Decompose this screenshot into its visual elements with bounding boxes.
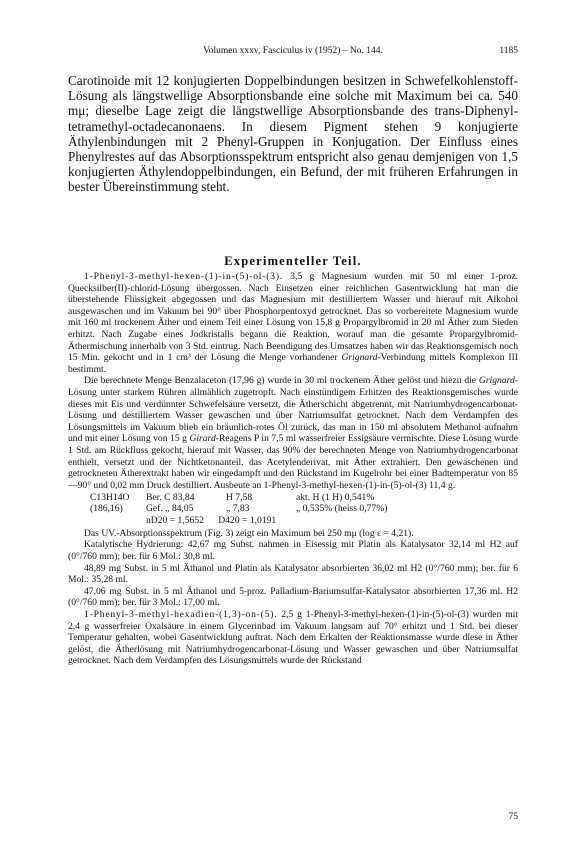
analysis-value: Gef. „ 84,05 [146,503,194,515]
constants-text: nD20 = 1,5652 D420 = 1,0191 [146,514,277,526]
molecular-formula: C13H14O [90,492,130,504]
reagent-name: Girard [189,433,216,445]
paragraph-synthesis [68,271,518,375]
section-heading: Experimenteller Teil. [224,254,362,268]
page-number: 1185 [499,46,518,56]
reagent-name: Grignard [341,352,378,364]
analysis-value: H 7,58 [226,492,253,504]
analysis-value: „ 7,83 [226,503,250,515]
elemental-analysis [90,492,518,526]
paragraph-text: -Reagens P in 7,5 ml wasserfreier Essigsäure vermischte. Diese Lösung wurde 1 Std. am Rückfluss gekocht, hierauf mit Wasser, das 90% der berechneten Menge von Natriumhydrogencarbonat enthielt, versetzt und der Nichtketonanteil, das Acetylenderivat, mit Äther extrahiert. Den gewaschenen und getrockneten Ätherextrakt haben wir eingedampft und den Rückstand im Kugelrohr bei einer Badtemperatur von 85—90° und 0,02 mm Druck destilliert. Ausbeute an 1-Phenyl-3-methyl-hexen-(1)-in-(5)-ol-(3) 11,4 g. [68,433,519,491]
compound-name: 1-Phenyl-3-methyl-hexadien-(1,3)-on-(5). [84,609,278,621]
intro-paragraph: Carotinoide mit 12 konjugierten Doppelbindungen besitzen in Schwefelkohlenstoff-Lösung als längstwellige Absorptionsbande eine solche mit Maximum bei ca. 540 mμ; dieselbe Lage zeigt die längstwellige Absorptionsbande des trans-Diphenyl-tetramethyl-octadecanonaens. In diesem Pigment stehen 9 konjugierte Äthylenbindungen mit 2 Phenyl-Gruppen in Konjugation. Der Einfluss eines Phenylrestes auf das Absorptionsspektrum entspricht also genau demjenigen von 1,5 konjugierten Äthylendoppelbindungen, ein Befund, der mit früheren Erfahrungen in bester Übereinstimmung steht. [68,73,518,195]
compound-name: 1-Phenyl-3-methyl-hexen-(1)-in-(5)-ol-(3). [84,271,284,282]
paragraph-text: -Lösung unter starkem Rühren allmählich zugetropft. Nach einstündigem Erhitzen des Reaktionsgemisches wurde dieses mit Eis und verdünnter Schwefelsäure versetzt, die Ätherschicht abgetrennt, mit Natriumhydrogencarbonat-Lösung und destilliertem Wasser gewaschen und über Natriumsulfat getrocknet. Nach dem Verdampfen des Lösungsmittels im Vakuum blieb ein bräunlich-rotes Öl zurück, das man in 150 ml absolutem Methanol aufnahm und mit einer Lösung von 15 g [68,375,518,445]
paragraph-dienone [68,609,518,667]
paragraph-text: Die berechnete Menge Benzalaceton (17,96 g) wurde in 30 ml trockenem Äther gelöst und hiezu die [84,375,479,387]
paragraph-uv: Das UV.-Absorptionsspektrum (Fig. 3) zeigt ein Maximum bei 250 mμ (log ε = 4,21). [84,527,414,539]
paragraph-text: -Verbindung mittels Komplexon III bestimmt. [68,352,518,375]
page-footer-mark: 75 [508,812,518,822]
reagent-name: Grignard [478,375,515,387]
paragraph-hydrogenation-1: Katalytische Hydrierung: 42,67 mg Subst. nahmen in Eisessig mit Platin als Katalysator 32,14 ml H2 auf (0°/760 mm); ber. für 6 Mol.: 30,8 ml. [68,539,518,563]
paragraph-grignard [68,375,518,491]
analysis-value: Ber. C 83,84 [146,492,195,504]
paragraph-hydrogenation-2: 48,89 mg Subst. in 5 ml Äthanol und Platin als Katalysator absorbierten 36,02 ml H2 (0°/760 mm); ber. für 6 Mol.: 35,28 ml. [68,562,518,586]
experimental-section [68,271,518,667]
analysis-row-found [90,503,518,514]
journal-reference: Volumen xxxv, Fasciculus iv (1952) – No. 144. [203,46,383,56]
running-header [68,46,518,56]
analysis-value: akt. H (1 H) 0,541% [296,492,375,504]
analysis-value: „ 0,535% (heiss 0,77%) [296,503,388,515]
physical-constants [90,515,518,526]
paragraph-hydrogenation-3: 47,06 mg Subst. in 5 ml Äthanol und 5-proz. Palladium-Bariumsulfat-Katalysator absorbierten 17,36 ml. H2 (0°/760 mm); ber. für 3 Mol.: 17,00 ml. [68,585,518,609]
paragraph-text: 3,5 g Magnesium wurden mit 50 ml einer 1-proz. Quecksilber(II)-chlorid-Lösung übergossen. Nach Einsetzen einer reichlichen Gasentwicklung hat man die überstehende Flüssigkeit abgegossen und das Magnesium mit destilliertem Wasser und hierauf mit Alkohol ausgewaschen und im Vakuum bei 90° über Phosphorpentoxyd getrocknet. Das so vorbereitete Magnesium wurde mit 160 ml trockenem Äther und einem Teil einer Lösung von 15,8 g Propargylbromid in 20 ml Äther zum Sieden erhitzt. Nach Zugabe eines Jodkristalls begann die Reaktion, worauf man die gesamte Propargylbromid-Äthermischung innerhalb von 3 Std. eintrug. Nach Beendigung des Umsatzes haben wir das Reaktionsgemisch noch 15 Min. gekocht und in 1 cm³ der Lösung die Menge vorhandener [68,271,518,364]
molecular-weight: (186,16) [90,503,123,515]
paragraph-text: 2,5 g 1-Phenyl-3-methyl-hexen-(1)-in-(5)-ol-(3) wurden mit 2,4 g wasserfreier Oxalsäure in einem Glycerinbad im Vakuum langsam auf 70° erhitzt und 1 Std. bei dieser Temperatur gehalten, wobei Gasentwicklung auftrat. Nach dem Erkalten der Reaktionsmasse wurde diese in Äther gelöst, die Ätherlösung mit Natriumhydrogencarbonat-Lösung und Wasser gewaschen und über Natriumsulfat getrocknet. Nach dem Verdampfen des Lösungsmittels wurde der Rückstand [68,609,518,667]
analysis-row-calculated [90,492,518,503]
